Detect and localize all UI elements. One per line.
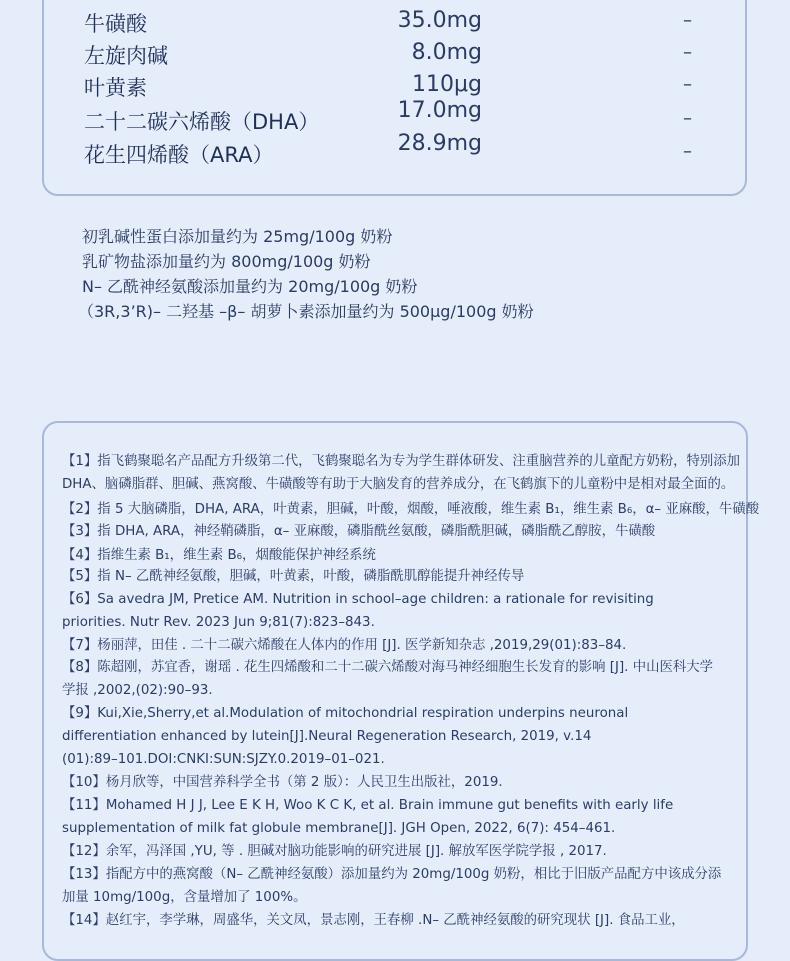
reference-line: 加量 10mg/100g，含量增加了 100%。 [62, 890, 307, 905]
reference-item [62, 450, 742, 496]
reference-item [62, 840, 742, 863]
reference-line: 【13】指配方中的燕窝酸（N– 乙酰神经氨酸）添加量约为 20mg/100g 奶粉，相比于旧版产品配方中该成分添 [62, 867, 722, 882]
reference-line: 【10】杨月欣等，中国营养科学全书（第 2 版）：人民卫生出版社，2019. [62, 775, 503, 790]
nutrient-value: 110μg [412, 72, 482, 97]
nutrient-dash: – [683, 108, 692, 129]
nutrient-dash: – [683, 74, 692, 95]
reference-line: DHA、脑磷脂群、胆碱、燕窝酸、牛磺酸等有助于大脑发育的营养成分，在飞鹤旗下的儿童粉中是相对最全面的。 [62, 477, 735, 492]
addition-text: 初乳碱性蛋白添加量约为 25mg/100g 奶粉 [82, 227, 393, 246]
reference-item [62, 520, 742, 543]
reference-item [62, 656, 742, 702]
nutrient-value: 28.9mg [397, 131, 482, 156]
reference-line: priorities. Nutr Rev. 2023 Jun 9;81(7):823–843. [62, 615, 375, 630]
reference-line: 【4】指维生素 B₁，维生素 B₆，烟酸能保护神经系统 [62, 548, 376, 563]
reference-line: 【12】余军，冯泽国 ,YU, 等 . 胆碱对脑功能影响的研究进展 [J]. 解放军医学院学报 , 2017. [62, 844, 607, 859]
reference-line: 【7】杨丽萍，田佳 . 二十二碳六烯酸在人体内的作用 [J]. 医学新知杂志 ,2019,29(01):83–84. [62, 638, 627, 653]
reference-item [62, 634, 742, 657]
reference-line: 【1】指飞鹤聚聪名产品配方升级第二代，飞鹤聚聪名为专为学生群体研发、注重脑营养的儿童配方奶粉，特别添加 [62, 454, 741, 469]
nutrient-row [0, 98, 790, 138]
reference-item [62, 771, 742, 794]
reference-item [62, 565, 742, 588]
reference-item [62, 863, 742, 909]
reference-item [62, 909, 742, 932]
reference-item [62, 498, 760, 521]
nutrient-value: 8.0mg [411, 40, 482, 65]
reference-line: 【9】Kui,Xie,Sherry,et al.Modulation of mitochondrial respiration underpins neuronal [62, 706, 629, 721]
nutrient-name: 牛磺酸 [84, 12, 147, 36]
reference-line: differentiation enhanced by lutein[J].Neural Regeneration Research, 2019, v.14 [62, 729, 592, 744]
nutrient-dash: – [683, 141, 692, 162]
nutrient-dash: – [683, 10, 692, 31]
nutrient-row [0, 8, 790, 40]
reference-line: 【11】Mohamed H J J, Lee E K H, Woo K C K, et al. Brain immune gut benefits with early life [62, 798, 674, 813]
nutrient-name: 左旋肉碱 [84, 44, 168, 68]
nutrient-dash: – [683, 42, 692, 63]
reference-item [62, 702, 742, 771]
nutrient-row [0, 131, 790, 171]
nutrient-value: 17.0mg [397, 98, 482, 123]
reference-line: 【2】指 5 大脑磷脂，DHA, ARA，叶黄素，胆碱，叶酸，烟酸，唾液酸，维生素 B₁，维生素 B₆，α– 亚麻酸，牛磺酸 [62, 502, 760, 517]
addition-text: 乳矿物盐添加量约为 800mg/100g 奶粉 [82, 252, 371, 271]
reference-line: 【3】指 DHA, ARA，神经鞘磷脂，α– 亚麻酸，磷脂酰丝氨酸，磷脂酰胆碱，磷脂酰乙醇胺，牛磺酸 [62, 524, 656, 539]
reference-line: 学报 ,2002,(02):90–93. [62, 683, 213, 698]
reference-line: supplementation of milk fat globule membrane[J]. JGH Open, 2022, 6(7): 454–461. [62, 821, 616, 836]
addition-text: （3R,3’R)– 二羟基 –β– 胡萝卜素添加量约为 500μg/100g 奶粉 [78, 302, 534, 321]
nutrient-row [0, 72, 790, 104]
reference-line: 【8】陈超刚，苏宜香，谢瑶 . 花生四烯酸和二十二碳六烯酸对海马神经细胞生长发育的影响 [J]. 中山医科大学 [62, 660, 714, 675]
nutrient-name: 花生四烯酸（ARA） [84, 143, 274, 167]
reference-item [62, 794, 742, 840]
reference-line: 【6】Sa avedra JM, Pretice AM. Nutrition in school–age children: a rationale for revisiting [62, 592, 654, 607]
reference-item [62, 588, 742, 634]
reference-line: 【14】赵红宇，李学琳，周盛华，关文凤，景志刚，王春柳 .N– 乙酰神经氨酸的研究现状 [J]. 食品工业， [62, 913, 685, 928]
nutrient-name: 二十二碳六烯酸（DHA） [84, 110, 320, 134]
reference-line: (01):89–101.DOI:CNKI:SUN:SJZY.0.2019–01–021. [62, 752, 385, 767]
reference-item [62, 544, 742, 567]
nutrient-value: 35.0mg [397, 8, 482, 33]
addition-text: N– 乙酰神经氨酸添加量约为 20mg/100g 奶粉 [82, 277, 418, 296]
reference-line: 【5】指 N– 乙酰神经氨酸，胆碱，叶黄素，叶酸，磷脂酰肌醇能提升神经传导 [62, 569, 525, 584]
nutrient-name: 叶黄素 [84, 76, 147, 100]
nutrient-row [0, 40, 790, 72]
